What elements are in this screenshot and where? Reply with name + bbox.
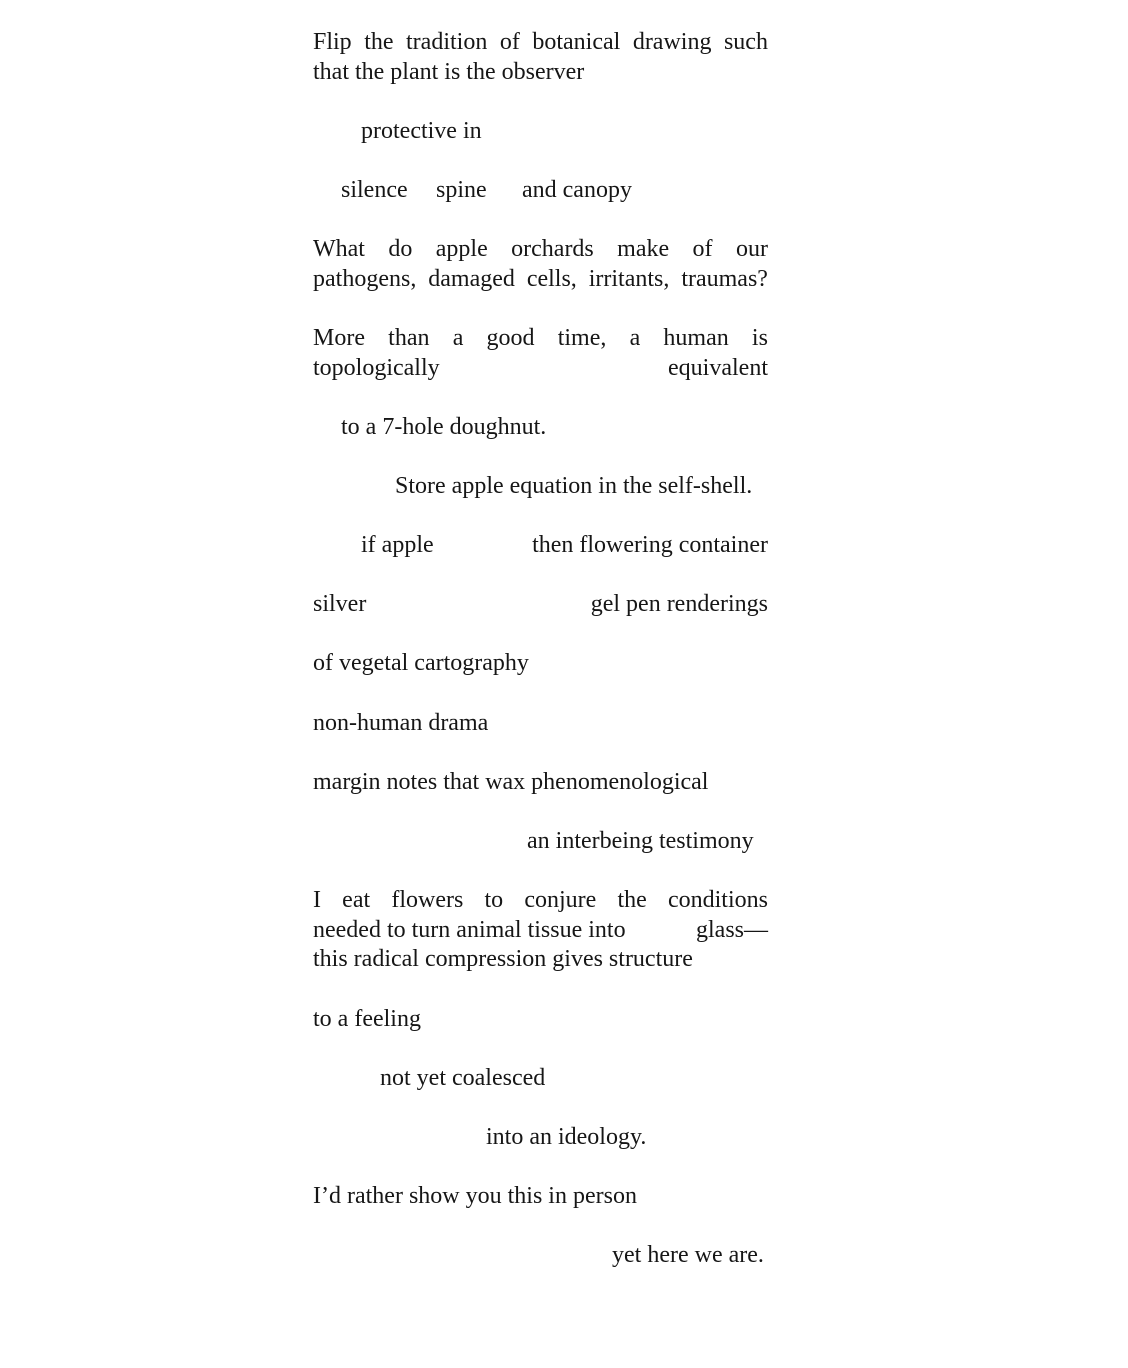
word: a xyxy=(452,324,464,351)
stanza-9 xyxy=(313,590,768,620)
word: More xyxy=(313,324,365,351)
poem-line-8-right: equivalent xyxy=(668,354,768,381)
poem-line-18-right: glass— xyxy=(696,916,768,943)
word: I xyxy=(313,887,321,914)
stanza-1 xyxy=(313,28,768,87)
word: such xyxy=(723,29,768,55)
word: our xyxy=(735,236,768,263)
word: pathogens, xyxy=(313,265,417,292)
word: conjure xyxy=(524,887,597,914)
word: the xyxy=(364,29,394,55)
poem-line-12 xyxy=(313,590,768,620)
word: orchards xyxy=(511,236,594,263)
word: the xyxy=(617,887,647,914)
word: What xyxy=(313,236,365,263)
poem-line-6 xyxy=(313,265,768,295)
poem-line-11-right: then flowering container xyxy=(532,532,768,559)
stanza-13 xyxy=(313,827,768,857)
poem-line-8 xyxy=(313,354,768,384)
stanza-8 xyxy=(313,531,768,561)
poem-line-19: this radical compression gives structure xyxy=(313,946,693,973)
word: to xyxy=(484,887,504,914)
poem-line-23: I’d rather show you this in person xyxy=(313,1183,637,1210)
poem-line-11 xyxy=(313,531,768,561)
word: of xyxy=(499,29,520,55)
word: conditions xyxy=(667,887,768,914)
stanza-16 xyxy=(313,1064,768,1094)
poem-line-12-left: silver xyxy=(313,591,367,618)
poem-line-3: protective in xyxy=(361,117,482,144)
word: make xyxy=(617,236,670,263)
poem-line-16: an interbeing testimony xyxy=(527,828,754,855)
word: flowers xyxy=(391,887,464,914)
poem-line-10: Store apple equation in the self-shell. xyxy=(395,472,753,499)
poem-line-13: of vegetal cartography xyxy=(313,650,529,677)
poem-line-17 xyxy=(313,886,768,916)
poem-line-5 xyxy=(313,235,768,265)
poem-line-11-left: if apple xyxy=(361,532,434,559)
poem-line-24: yet here we are. xyxy=(612,1242,764,1269)
word: than xyxy=(388,324,430,351)
poem-line-9: to a 7-hole doughnut. xyxy=(341,413,547,440)
poem-word-silence: silence xyxy=(341,176,408,203)
poem-line-20: to a feeling xyxy=(313,1005,421,1032)
word: do xyxy=(388,236,413,263)
poem-line-22: into an ideology. xyxy=(486,1123,647,1150)
word: of xyxy=(692,236,713,263)
word: Flip xyxy=(313,29,352,55)
poem-line-1 xyxy=(313,28,768,58)
poem-line-8-left: topologically xyxy=(313,354,440,381)
poem-line-12-right: gel pen renderings xyxy=(590,591,768,618)
poem-line-4 xyxy=(313,176,768,206)
poem-word-spine: spine xyxy=(436,176,487,203)
word: human xyxy=(663,324,729,351)
stanza-6 xyxy=(313,413,768,443)
word: traumas? xyxy=(681,265,768,292)
word: drawing xyxy=(632,29,712,55)
stanza-4 xyxy=(313,235,768,294)
poem-line-18 xyxy=(313,916,768,946)
word: damaged xyxy=(428,265,515,292)
poem-line-15: margin notes that wax phenomenological xyxy=(313,768,709,795)
stanza-5 xyxy=(313,324,768,383)
word: good xyxy=(486,324,535,351)
word: tradition xyxy=(406,29,488,55)
word: time, xyxy=(557,324,607,351)
poem-line-14: non-human drama xyxy=(313,709,489,736)
word: a xyxy=(629,324,641,351)
poem-line-21: not yet coalesced xyxy=(380,1064,546,1091)
stanza-11 xyxy=(313,709,768,739)
stanza-15 xyxy=(313,1005,768,1035)
poem-line-7 xyxy=(313,324,768,354)
stanza-14 xyxy=(313,886,768,975)
word: cells, xyxy=(526,265,577,292)
stanza-19 xyxy=(313,1241,768,1271)
word: apple xyxy=(435,236,488,263)
stanza-18 xyxy=(313,1182,768,1212)
word: botanical xyxy=(532,29,621,55)
word: eat xyxy=(342,887,371,914)
poem-line-18-left: needed to turn animal tissue into xyxy=(313,916,626,943)
stanza-2 xyxy=(313,117,768,147)
word: is xyxy=(751,324,768,351)
stanza-17 xyxy=(313,1123,768,1153)
stanza-3 xyxy=(313,176,768,206)
stanza-10 xyxy=(313,649,768,679)
poem-word-and-canopy: and canopy xyxy=(522,176,632,203)
poem-line-2: that the plant is the observer xyxy=(313,58,585,85)
stanza-12 xyxy=(313,768,768,798)
word: irritants, xyxy=(588,265,670,292)
stanza-7 xyxy=(313,472,768,502)
